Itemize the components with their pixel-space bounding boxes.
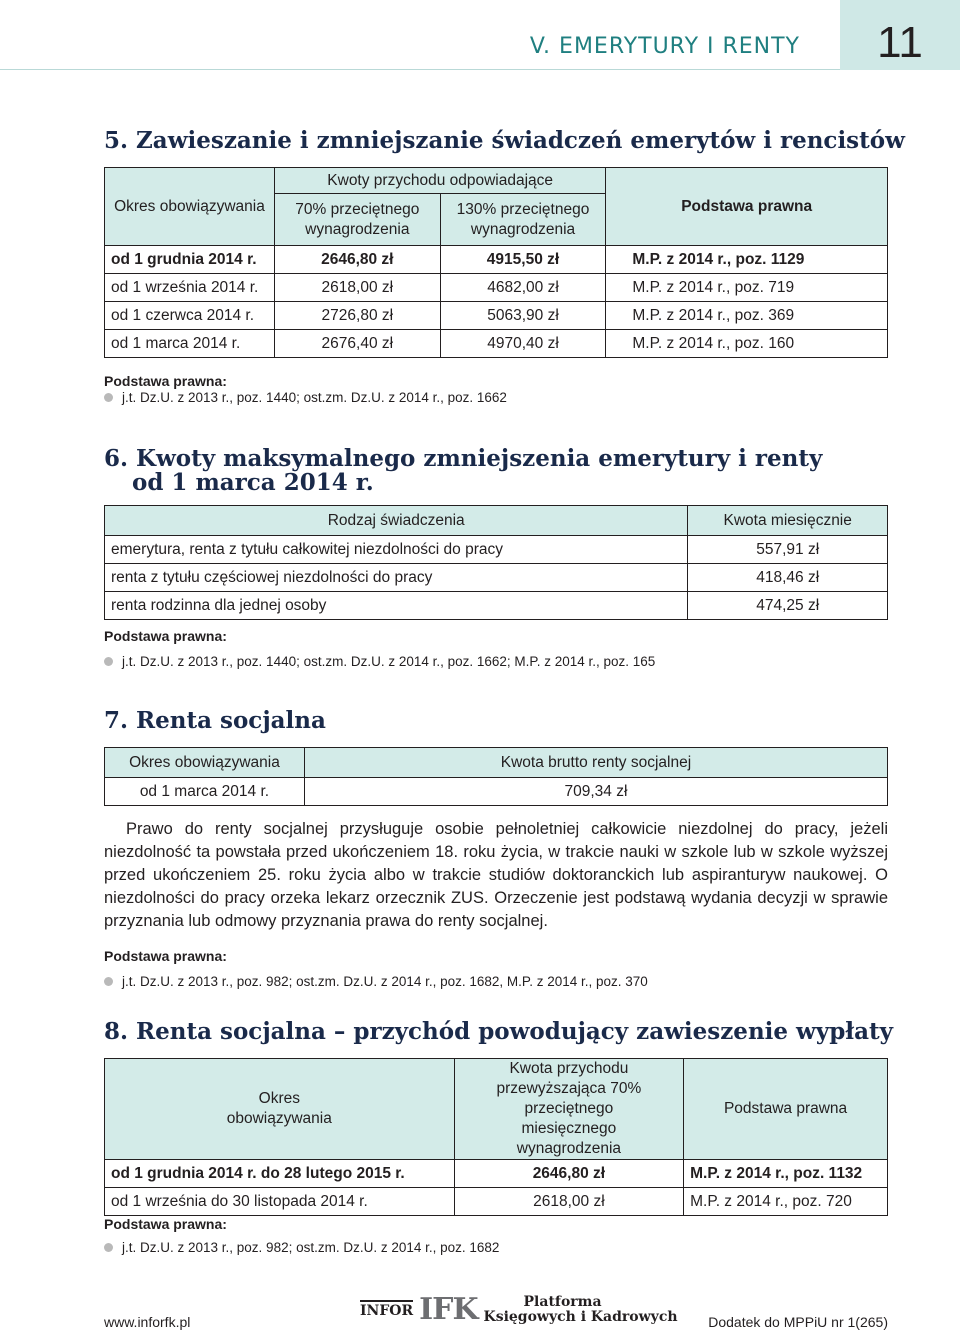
bullet-icon <box>104 1243 113 1252</box>
table-row: od 1 grudnia 2014 r. 2646,80 zł 4915,50 zł M.P. z 2014 r., poz. 1129 <box>105 246 888 274</box>
header-divider <box>0 69 840 70</box>
section-6-title: 6. Kwoty maksymalnego zmniejszenia emerytury i renty od 1 marca 2014 r. <box>104 445 823 496</box>
bullet-icon <box>104 977 113 986</box>
col-amount-header: Kwota brutto renty socjalnej <box>304 748 887 778</box>
section-8-title: 8. Renta socjalna – przychód powodujący zawieszenie wypłaty <box>104 1018 894 1045</box>
section-8-table <box>104 1058 888 1216</box>
page-footer <box>0 1290 960 1336</box>
section-5-title: 5. Zawieszanie i zmniejszanie świadczeń emerytów i rencistów <box>104 127 905 154</box>
section-7-basis: j.t. Dz.U. z 2013 r., poz. 982; ost.zm. Dz.U. z 2014 r., poz. 1682, M.P. z 2014 r., poz. 370 <box>104 974 648 989</box>
table-row: od 1 czerwca 2014 r. 2726,80 zł 5063,90 zł M.P. z 2014 r., poz. 369 <box>105 302 888 330</box>
col-period-header: Okres obowiązywania <box>105 748 305 778</box>
publisher-logo: INFOR IFK Platforma Księgowych i Kadrowych <box>360 1292 678 1327</box>
section-5-table <box>104 167 888 358</box>
table-row: renta z tytułu częściowej niezdolności do pracy 418,46 zł <box>105 564 888 592</box>
col-basis-header: Podstawa prawna <box>606 168 888 246</box>
bullet-icon <box>104 393 113 402</box>
section-5-basis: j.t. Dz.U. z 2013 r., poz. 1440; ost.zm. Dz.U. z 2014 r., poz. 1662 <box>104 390 507 405</box>
section-7-table <box>104 747 888 806</box>
table-row: od 1 grudnia 2014 r. do 28 lutego 2015 r. 2646,80 zł M.P. z 2014 r., poz. 1132 <box>105 1160 888 1188</box>
section-6-table <box>104 505 888 620</box>
section-7-description: Prawo do renty socjalnej przysługuje osobie pełnoletniej całkowicie niezdolnej do pracy, jeżeli niezdolność ta powstała przed ukończeniem 18. roku życia, w trakcie nauki w szkole lub w szkole wyższej przed ukończeniem 25. roku życia albo w trakcie studiów doktoranckich lub aspiranturyw naukowej. O niezdolności do pracy orzeka lekarz orzecznik ZUS. Orzeczenie jest podstawą wydania decyzji w sprawie przyznania lub odmowy przyznania prawa do renty socjalnej. <box>104 820 888 930</box>
section-7-title: 7. Renta socjalna <box>104 707 326 734</box>
section-7-basis-label: Podstawa prawna: <box>104 948 227 964</box>
col-130-header: 130% przeciętnego wynagrodzenia <box>440 194 606 246</box>
page-number: 11 <box>877 18 923 67</box>
col-70-header: 70% przeciętnego wynagrodzenia <box>274 194 440 246</box>
col-amounts-header: Kwoty przychodu odpowiadające <box>274 168 605 194</box>
col-type-header: Rodzaj świadczenia <box>105 506 688 536</box>
table-row: od 1 września 2014 r. 2618,00 zł 4682,00 zł M.P. z 2014 r., poz. 719 <box>105 274 888 302</box>
chapter-title: V. EMERYTURY I RENTY <box>529 34 800 59</box>
col-period-header: Okres obowiązywania <box>105 168 275 246</box>
section-8-basis: j.t. Dz.U. z 2013 r., poz. 982; ost.zm. Dz.U. z 2014 r., poz. 1682 <box>104 1240 499 1255</box>
bullet-icon <box>104 657 113 666</box>
table-row: od 1 marca 2014 r. 709,34 zł <box>105 778 888 806</box>
table-row: od 1 września do 30 listopada 2014 r. 2618,00 zł M.P. z 2014 r., poz. 720 <box>105 1188 888 1216</box>
section-5-basis-label: Podstawa prawna: <box>104 373 227 389</box>
col-period-header: Okres obowiązywania <box>105 1059 455 1160</box>
table-row: emerytura, renta z tytułu całkowitej niezdolności do pracy 557,91 zł <box>105 536 888 564</box>
table-row: renta rodzinna dla jednej osoby 474,25 zł <box>105 592 888 620</box>
col-basis-header: Podstawa prawna <box>684 1059 888 1160</box>
section-8-basis-label: Podstawa prawna: <box>104 1216 227 1232</box>
website-link[interactable]: www.inforfk.pl <box>104 1314 191 1330</box>
col-amount-header: Kwota przychodu przewyższająca 70% przeciętnego miesięcznego wynagrodzenia <box>454 1059 684 1160</box>
table-row: od 1 marca 2014 r. 2676,40 zł 4970,40 zł M.P. z 2014 r., poz. 160 <box>105 330 888 358</box>
col-amount-header: Kwota miesięcznie <box>688 506 888 536</box>
page-header <box>0 0 960 70</box>
section-6-basis: j.t. Dz.U. z 2013 r., poz. 1440; ost.zm. Dz.U. z 2014 r., poz. 1662; M.P. z 2014 r., poz. 165 <box>104 654 655 669</box>
publication-info: Dodatek do MPPiU nr 1(265) <box>708 1314 888 1330</box>
section-6-basis-label: Podstawa prawna: <box>104 628 227 644</box>
